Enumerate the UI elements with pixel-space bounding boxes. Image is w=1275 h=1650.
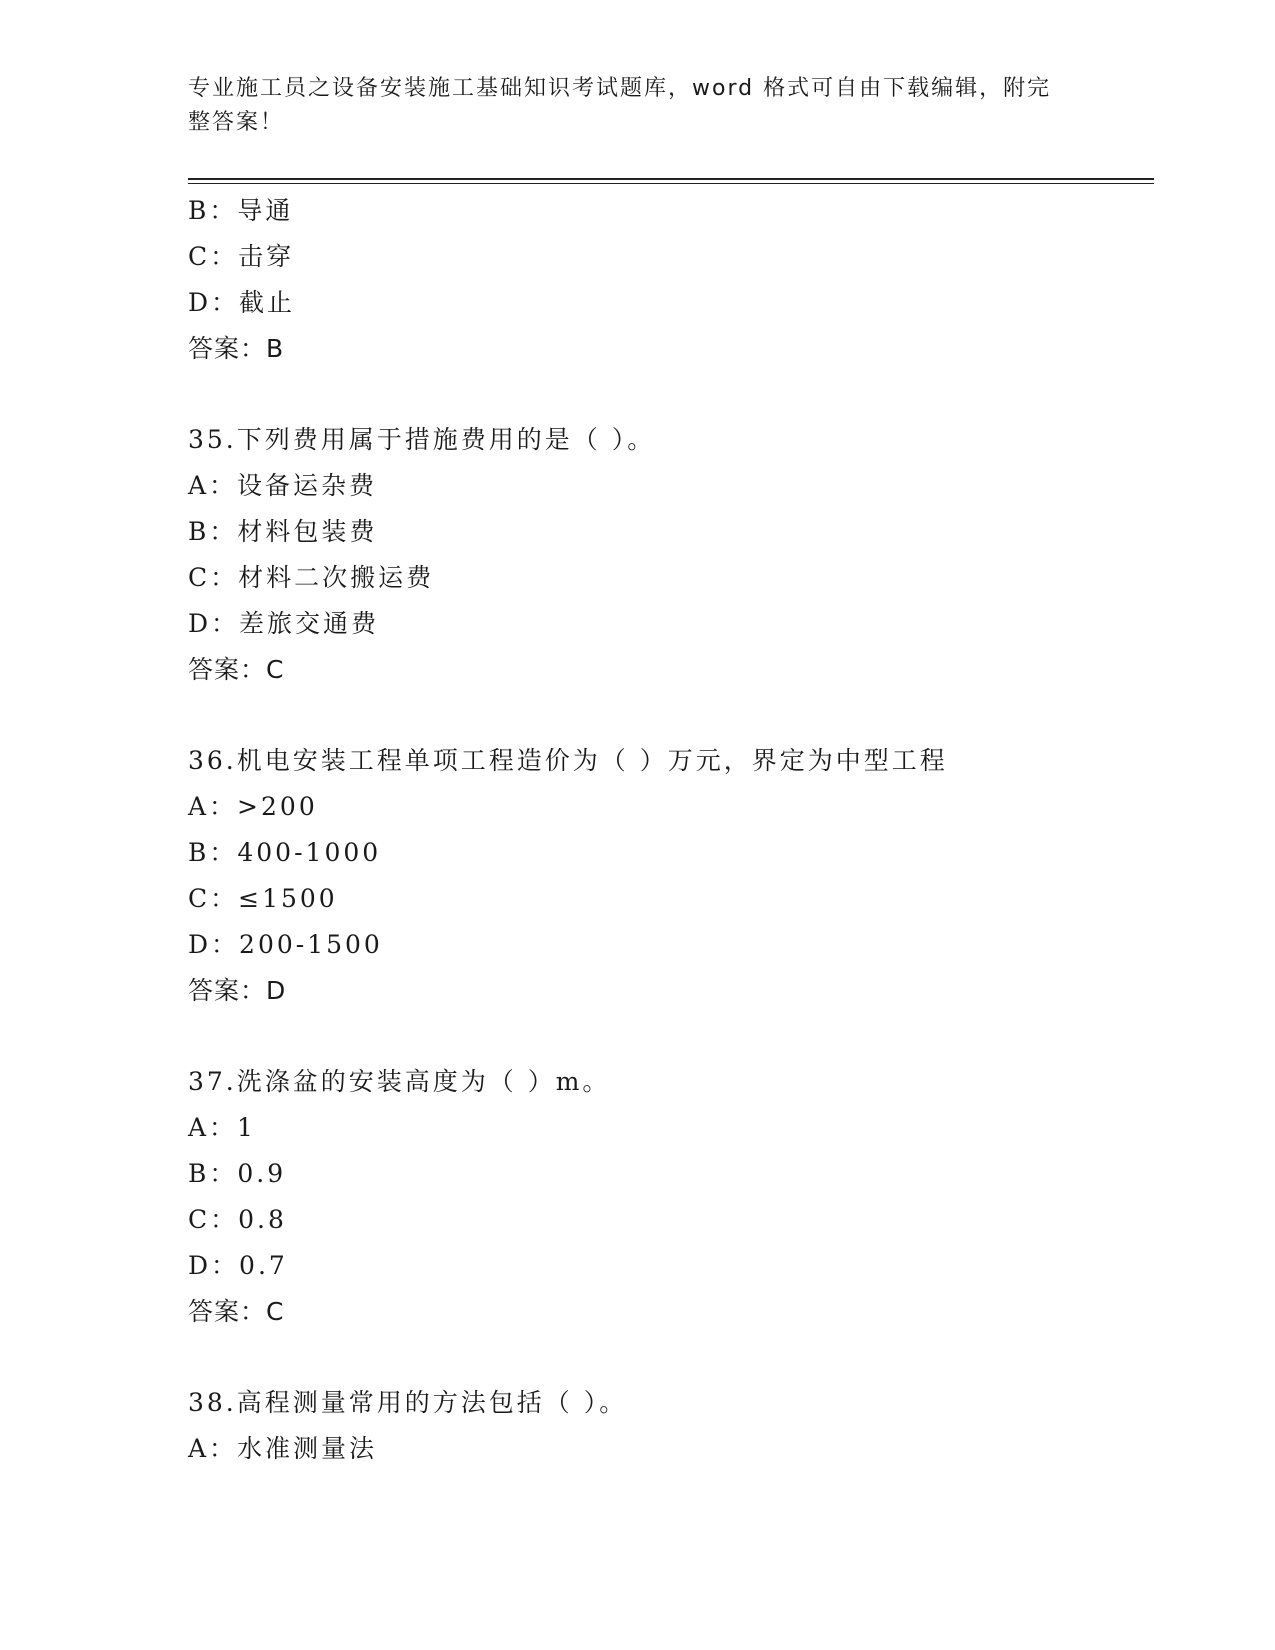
option-b: B：400-1000	[188, 838, 382, 867]
option-d: D：200-1500	[188, 930, 383, 959]
question-list	[188, 188, 1154, 1472]
question-35	[188, 417, 1154, 693]
option-c: C：0.8	[188, 1205, 287, 1234]
option-d: D：0.7	[188, 1251, 288, 1280]
option-d: D：截止	[188, 288, 296, 317]
option-c: C：击穿	[188, 242, 295, 271]
header-rule-thick	[188, 178, 1154, 180]
question-34-continued	[188, 188, 1154, 372]
spacer	[188, 693, 1154, 738]
header-line-1: 专业施工员之设备安装施工基础知识考试题库，word 格式可自由下载编辑，附完	[188, 76, 1052, 101]
option-a: A：1	[188, 1113, 256, 1142]
option-c: C：≤1500	[188, 884, 338, 913]
answer-line: 答案：C	[188, 655, 285, 684]
page-header	[188, 72, 1068, 140]
option-a: A：设备运杂费	[188, 471, 378, 500]
question-stem: 37.洗涤盆的安装高度为（ ）m。	[188, 1067, 611, 1096]
answer-line: 答案：C	[188, 1297, 285, 1326]
option-c: C：材料二次搬运费	[188, 563, 435, 592]
question-stem: 36.机电安装工程单项工程造价为（ ）万元，界定为中型工程	[188, 746, 948, 775]
spacer	[188, 372, 1154, 417]
option-a: A：>200	[188, 792, 318, 821]
question-37	[188, 1059, 1154, 1335]
answer-line: 答案：D	[188, 976, 287, 1005]
spacer	[188, 1014, 1154, 1059]
spacer	[188, 1335, 1154, 1380]
header-line-2: 整答案！	[188, 110, 285, 135]
question-stem: 35.下列费用属于措施费用的是（ ）。	[188, 425, 656, 454]
header-rule-thin	[188, 183, 1154, 184]
answer-line: 答案：B	[188, 334, 285, 363]
option-d: D：差旅交通费	[188, 609, 380, 638]
option-b: B：材料包装费	[188, 517, 378, 546]
question-36	[188, 738, 1154, 1014]
question-stem: 38.高程测量常用的方法包括（ ）。	[188, 1388, 628, 1417]
option-b: B：导通	[188, 196, 294, 225]
option-b: B：0.9	[188, 1159, 287, 1188]
option-a: A：水准测量法	[188, 1434, 378, 1463]
question-38	[188, 1380, 1154, 1472]
